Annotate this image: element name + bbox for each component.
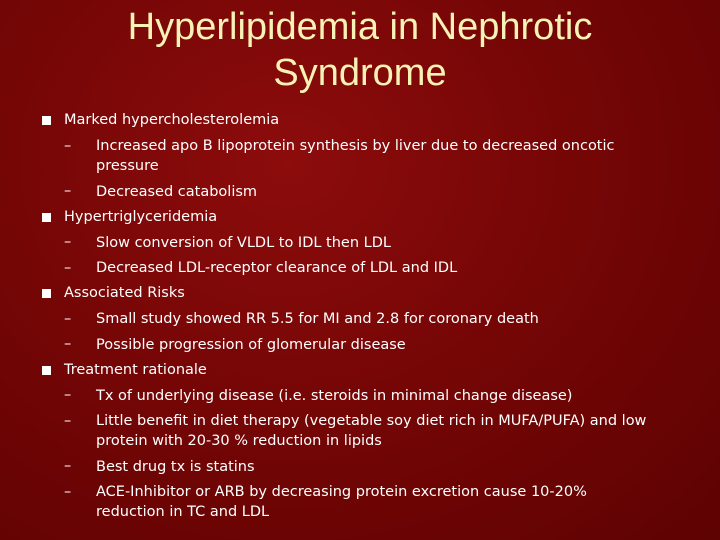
dash-marker: – xyxy=(64,387,72,403)
bullet-text: Associated Risks xyxy=(64,285,185,301)
sub-bullet-item xyxy=(64,256,656,282)
sub-bullet-item xyxy=(64,409,656,455)
bullet-text: Treatment rationale xyxy=(64,361,207,378)
dash-marker: – xyxy=(64,336,72,352)
sub-bullet-text: ACE-Inhibitor or ARB by decreasing protein excretion cause 10-20% reduction in TC and LDL xyxy=(96,484,587,520)
dash-marker: – xyxy=(64,483,72,500)
sub-bullet-item xyxy=(64,383,656,409)
sub-bullet-item xyxy=(64,134,656,180)
sub-bullet-list xyxy=(64,383,700,525)
square-bullet-icon xyxy=(42,116,51,125)
bullet-item xyxy=(0,205,700,282)
bullet-item xyxy=(0,108,700,205)
sub-bullet-item xyxy=(64,307,656,333)
sub-bullet-list xyxy=(64,134,700,205)
sub-bullet-item xyxy=(64,454,656,480)
sub-bullet-text: Increased apo B lipoprotein synthesis by liver due to decreased oncotic pressure xyxy=(96,138,615,174)
dash-marker: – xyxy=(64,310,72,327)
bullet-list xyxy=(0,108,700,525)
sub-bullet-text: Slow conversion of VLDL to IDL then LDL xyxy=(96,234,391,251)
sub-bullet-item xyxy=(64,332,656,358)
square-bullet-icon xyxy=(42,366,51,375)
sub-bullet-list xyxy=(64,230,700,281)
slide-title: Hyperlipidemia in Nephrotic Syndrome xyxy=(127,6,593,94)
sub-bullet-text: Decreased LDL-receptor clearance of LDL and IDL xyxy=(96,260,458,276)
sub-bullet-text: Best drug tx is statins xyxy=(96,458,255,475)
square-bullet-icon xyxy=(42,213,51,222)
dash-marker: – xyxy=(64,183,72,199)
sub-bullet-text: Possible progression of glomerular disease xyxy=(96,336,406,353)
square-bullet-icon xyxy=(42,289,51,298)
sub-bullet-item xyxy=(64,480,656,526)
sub-bullet-item xyxy=(64,230,656,256)
sub-bullet-list xyxy=(64,307,700,358)
sub-bullet-text: Decreased catabolism xyxy=(96,183,258,200)
sub-bullet-text: Little benefit in diet therapy (vegetable soy diet rich in MUFA/PUFA) and low protein with 20-30 % reduction in lipids xyxy=(96,413,647,449)
dash-marker: – xyxy=(64,259,72,276)
bullet-text: Marked hypercholesterolemia xyxy=(64,112,280,128)
sub-bullet-text: Small study showed RR 5.5 for MI and 2.8 for coronary death xyxy=(96,311,539,327)
bullet-text: Hypertriglyceridemia xyxy=(64,208,218,225)
dash-marker: – xyxy=(64,458,72,474)
bullet-item xyxy=(0,281,700,358)
sub-bullet-text: Tx of underlying disease (i.e. steroids in minimal change disease) xyxy=(96,387,573,404)
dash-marker: – xyxy=(64,137,72,154)
dash-marker: – xyxy=(64,412,72,429)
dash-marker: – xyxy=(64,234,72,250)
bullet-item xyxy=(0,358,700,526)
sub-bullet-item xyxy=(64,179,656,205)
